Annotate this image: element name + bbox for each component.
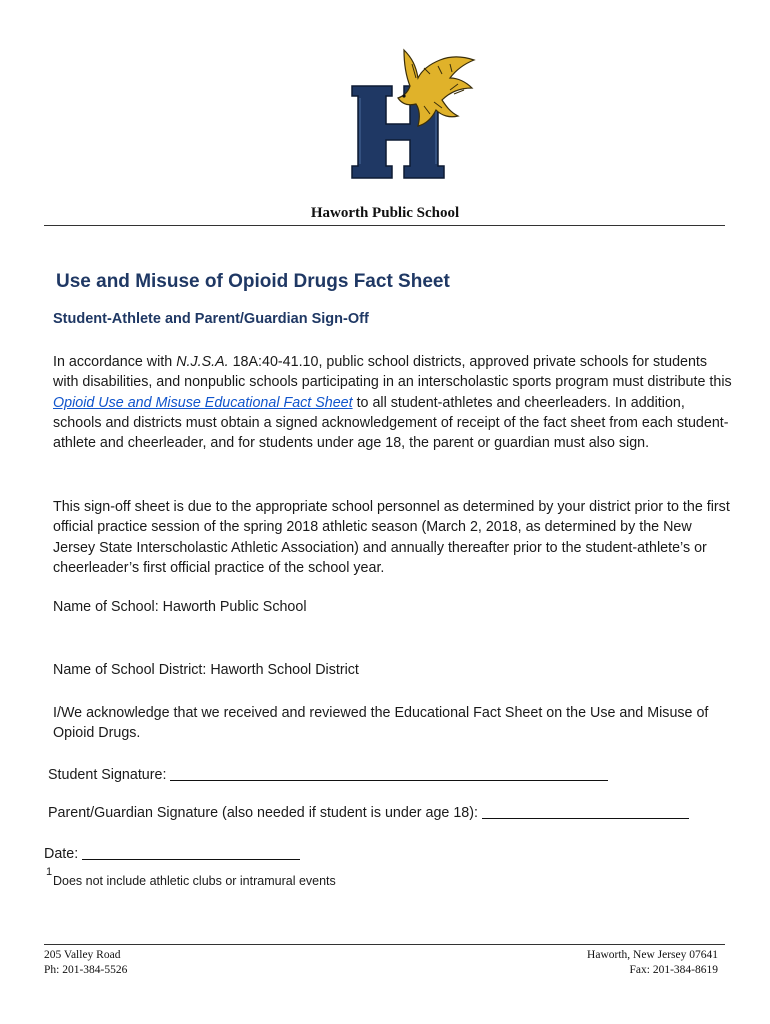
statute-abbreviation: N.J.S.A. <box>176 354 229 370</box>
school-logo <box>346 44 480 184</box>
student-signature-row <box>48 766 608 783</box>
document-title: Use and Misuse of Opioid Drugs Fact Sheet <box>56 271 450 292</box>
student-signature-label: Student Signature: <box>48 767 167 783</box>
hawk-h-logo-icon <box>346 44 480 184</box>
footnote-marker: 1 <box>46 866 53 878</box>
intro-text-start: In accordance with <box>53 354 177 370</box>
school-header: Haworth Public School <box>310 205 460 221</box>
intro-paragraph <box>53 352 733 453</box>
date-row <box>44 845 300 862</box>
parent-signature-row <box>48 804 689 821</box>
fact-sheet-link[interactable]: Opioid Use and Misuse Educational Fact Sheet <box>53 394 353 411</box>
parent-signature-label: Parent/Guardian Signature (also needed if student is under age 18): <box>48 805 478 821</box>
date-label: Date: <box>44 846 79 862</box>
footer-address: 205 Valley Road <box>44 949 121 961</box>
document-subtitle: Student-Athlete and Parent/Guardian Sign-Off <box>53 311 369 327</box>
header-divider <box>44 225 725 226</box>
footer-fax: Fax: 201-384-8619 <box>629 963 718 976</box>
intro-text-middle: 18A:40-41.10, public school districts, approved private schools for students with disabilities, and nonpublic schools participating in an interscholastic sports program must distribute this <box>53 354 732 391</box>
footer-divider <box>44 944 725 945</box>
footer-contact-right <box>587 948 718 977</box>
intro-text-end: to all student-athletes and cheerleaders. In addition, schools and districts must obtain a signed acknowledgement of receipt of the fact sheet from each student-athlete and cheerleader, and for students under age 18, the parent or guardian must also sign. <box>53 394 729 452</box>
acknowledgement-statement: I/We acknowledge that we received and reviewed the Educational Fact Sheet on the Use and Misuse of Opioid Drugs. <box>53 705 709 742</box>
footer-phone: Ph: 201-384-5526 <box>44 963 128 976</box>
footer-city: Haworth, New Jersey 07641 <box>587 949 718 961</box>
district-name-field: Name of School District: Haworth School District <box>53 662 359 678</box>
deadline-paragraph: This sign-off sheet is due to the appropriate school personnel as determined by your district prior to the first official practice session of the spring 2018 athletic season (March 2, 2018, as determined by the New Jersey State Interscholastic Athletic Association) and annually thereafter prior to the student-athlete’s or cheerleader’s first official practice of the school year. <box>53 499 730 576</box>
date-line[interactable] <box>82 845 300 860</box>
footer-contact-left <box>44 948 127 977</box>
footnote-text: Does not include athletic clubs or intramural events <box>53 874 336 888</box>
student-signature-line[interactable] <box>170 766 608 781</box>
parent-signature-line[interactable] <box>482 804 689 819</box>
school-name-field: Name of School: Haworth Public School <box>53 599 307 615</box>
